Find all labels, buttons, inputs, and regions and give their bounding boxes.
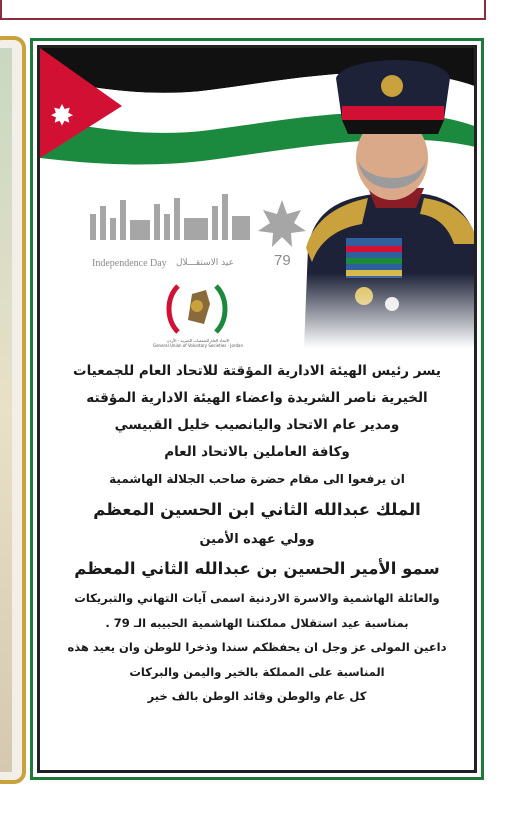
- message-line: بمناسبة عيد استقلال مملكتنا الهاشمية الحبيبه الـ 79 .: [105, 615, 409, 630]
- king-name-line: الملك عبدالله الثاني ابن الحسين المعظم: [93, 500, 421, 519]
- emblem-caption-english: General Union of Voluntary Societies - Jordan: [152, 343, 244, 348]
- message-line: داعين المولى عز وجل ان يحفظكم سندا وذخرا للوطن وان يعيد هذه: [67, 640, 447, 654]
- anniversary-number: 79: [274, 252, 291, 269]
- adjacent-advertisement-edge: [0, 36, 26, 784]
- seven-point-star-icon: [258, 200, 306, 247]
- message-line: والعائلة الهاشمية والاسرة الاردنية اسمى آيات التهاني والتبريكات: [74, 591, 440, 605]
- message-line: الخيرية ناصر الشريدة واعضاء الهيئة الادارية المؤقته: [86, 390, 428, 406]
- independence-day-greeting-ad: [30, 38, 484, 780]
- adjacent-ad-image: [0, 48, 12, 772]
- message-line: ان يرفعوا الى مقام حضرة صاحب الجلالة الهاشمية: [109, 472, 405, 486]
- independence-day-english-caption: Independence Day: [92, 258, 167, 269]
- message-line: وكافة العاملين بالاتحاد العام: [164, 444, 350, 460]
- union-emblem-caption: [152, 338, 244, 348]
- greeting-message: [48, 358, 466, 709]
- emblem-caption-arabic: الاتحاد العام للجمعيات الخيرية - الأردن: [166, 338, 230, 343]
- union-emblem-icon: [164, 280, 230, 338]
- message-line: المناسبة على المملكة بالخير واليمن والبركات: [129, 664, 385, 679]
- closing-line: كل عام والوطن وقائد الوطن بالف خير: [147, 689, 367, 703]
- independence-day-arabic-caption: عيد الاستقـــلال: [176, 258, 234, 268]
- previous-article-border: [0, 0, 486, 20]
- crown-prince-name-line: سمو الأمير الحسين بن عبدالله الثاني المعظم: [74, 559, 440, 578]
- ad-inner-border: [37, 45, 477, 773]
- message-line: يسر رئيس الهيئة الادارية المؤقتة للاتحاد العام للجمعيات: [73, 363, 441, 379]
- message-line: وولي عهده الأمين: [199, 532, 315, 547]
- independence-logo: [84, 190, 314, 250]
- message-line: ومدير عام الاتحاد واليانصيب خليل القبيسي: [114, 417, 400, 433]
